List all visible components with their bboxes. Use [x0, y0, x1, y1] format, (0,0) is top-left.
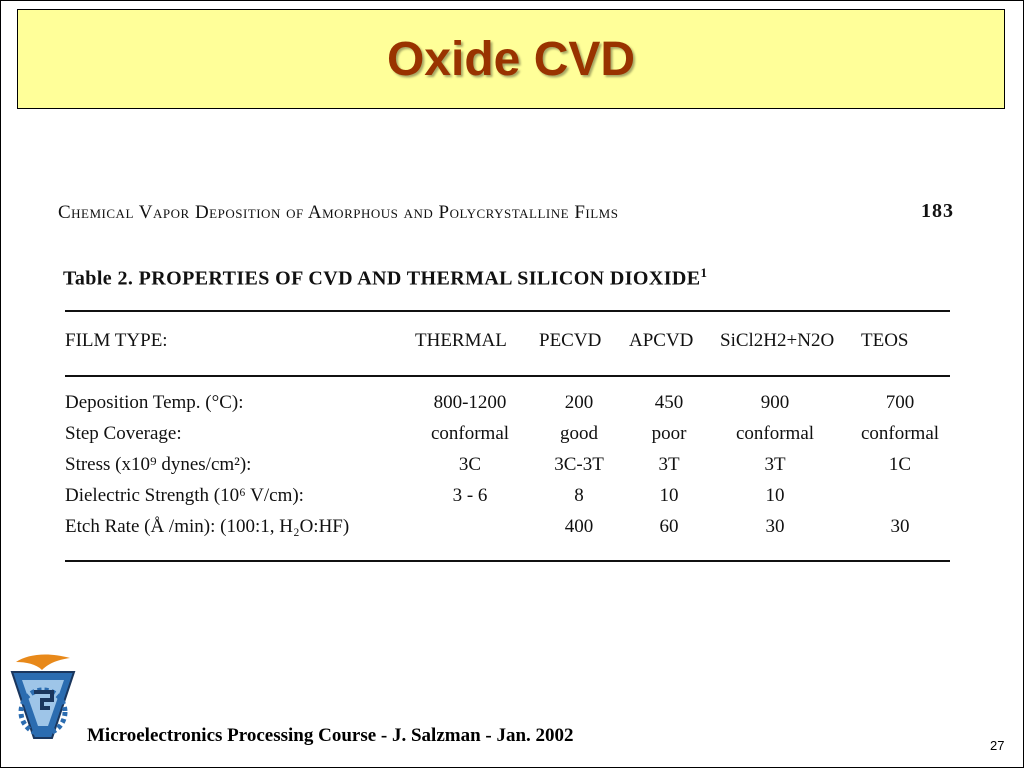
table-top-rule: [65, 310, 950, 312]
col-header-teos: TEOS: [861, 330, 909, 351]
book-page-number: 183: [921, 200, 954, 222]
row-label: Stress (x10⁹ dynes/cm²):: [65, 454, 252, 475]
table-cell: 3 - 6: [452, 485, 488, 506]
table-cell: 60: [659, 516, 679, 537]
table-cell: 3T: [658, 454, 680, 475]
table-cell: 900: [760, 392, 790, 413]
table-caption-text: Table 2. PROPERTIES OF CVD AND THERMAL SILICON DIOXIDE: [63, 267, 701, 290]
table-cell: 800-1200: [433, 392, 507, 413]
table-cell: 700: [885, 392, 915, 413]
table-cell: 3C: [458, 454, 482, 475]
slide-footer: Microelectronics Processing Course - J. Salzman - Jan. 2002: [87, 725, 574, 746]
table-bottom-rule: [65, 560, 950, 562]
running-head: Chemical Vapor Deposition of Amorphous and Polycrystalline Films: [58, 202, 619, 223]
table-cell: 450: [654, 392, 684, 413]
table-cell: 30: [765, 516, 785, 537]
table-cell: 10: [659, 485, 679, 506]
col-header-apcvd: APCVD: [629, 330, 694, 351]
table-cell: 10: [765, 485, 785, 506]
slide-number: 27: [990, 738, 1005, 753]
table-cell: 30: [890, 516, 910, 537]
table-cell: 3T: [764, 454, 786, 475]
slide-title: Oxide CVD: [386, 32, 636, 86]
table-header-rule: [65, 375, 950, 377]
table-cell: conformal: [860, 423, 940, 444]
table-cell: 200: [564, 392, 594, 413]
col-header-sicl2h2: SiCl2H2+N2O: [720, 330, 835, 351]
table-cell: conformal: [430, 423, 510, 444]
table-cell: 8: [574, 485, 584, 506]
table-cell: conformal: [735, 423, 815, 444]
header-label: FILM TYPE:: [65, 330, 168, 351]
col-header-pecvd: PECVD: [539, 330, 602, 351]
row-label: Dielectric Strength (10⁶ V/cm):: [65, 485, 304, 506]
table-cell: 1C: [888, 454, 912, 475]
technion-logo: [8, 652, 78, 752]
title-banner: [17, 9, 1005, 109]
table-caption: [63, 265, 707, 291]
table-cell: 3C-3T: [554, 454, 604, 475]
table-caption-footnote: 1: [700, 265, 708, 280]
scanned-page: [55, 195, 960, 575]
table-cell: good: [560, 423, 598, 444]
row-label: Step Coverage:: [65, 423, 182, 444]
row-label: Etch Rate (Å /min): (100:1, H₂O:HF): [65, 516, 350, 537]
table-cell: 400: [564, 516, 594, 537]
col-header-thermal: THERMAL: [415, 330, 507, 351]
row-label: Deposition Temp. (°C):: [65, 392, 244, 413]
table-cell: poor: [651, 423, 687, 444]
